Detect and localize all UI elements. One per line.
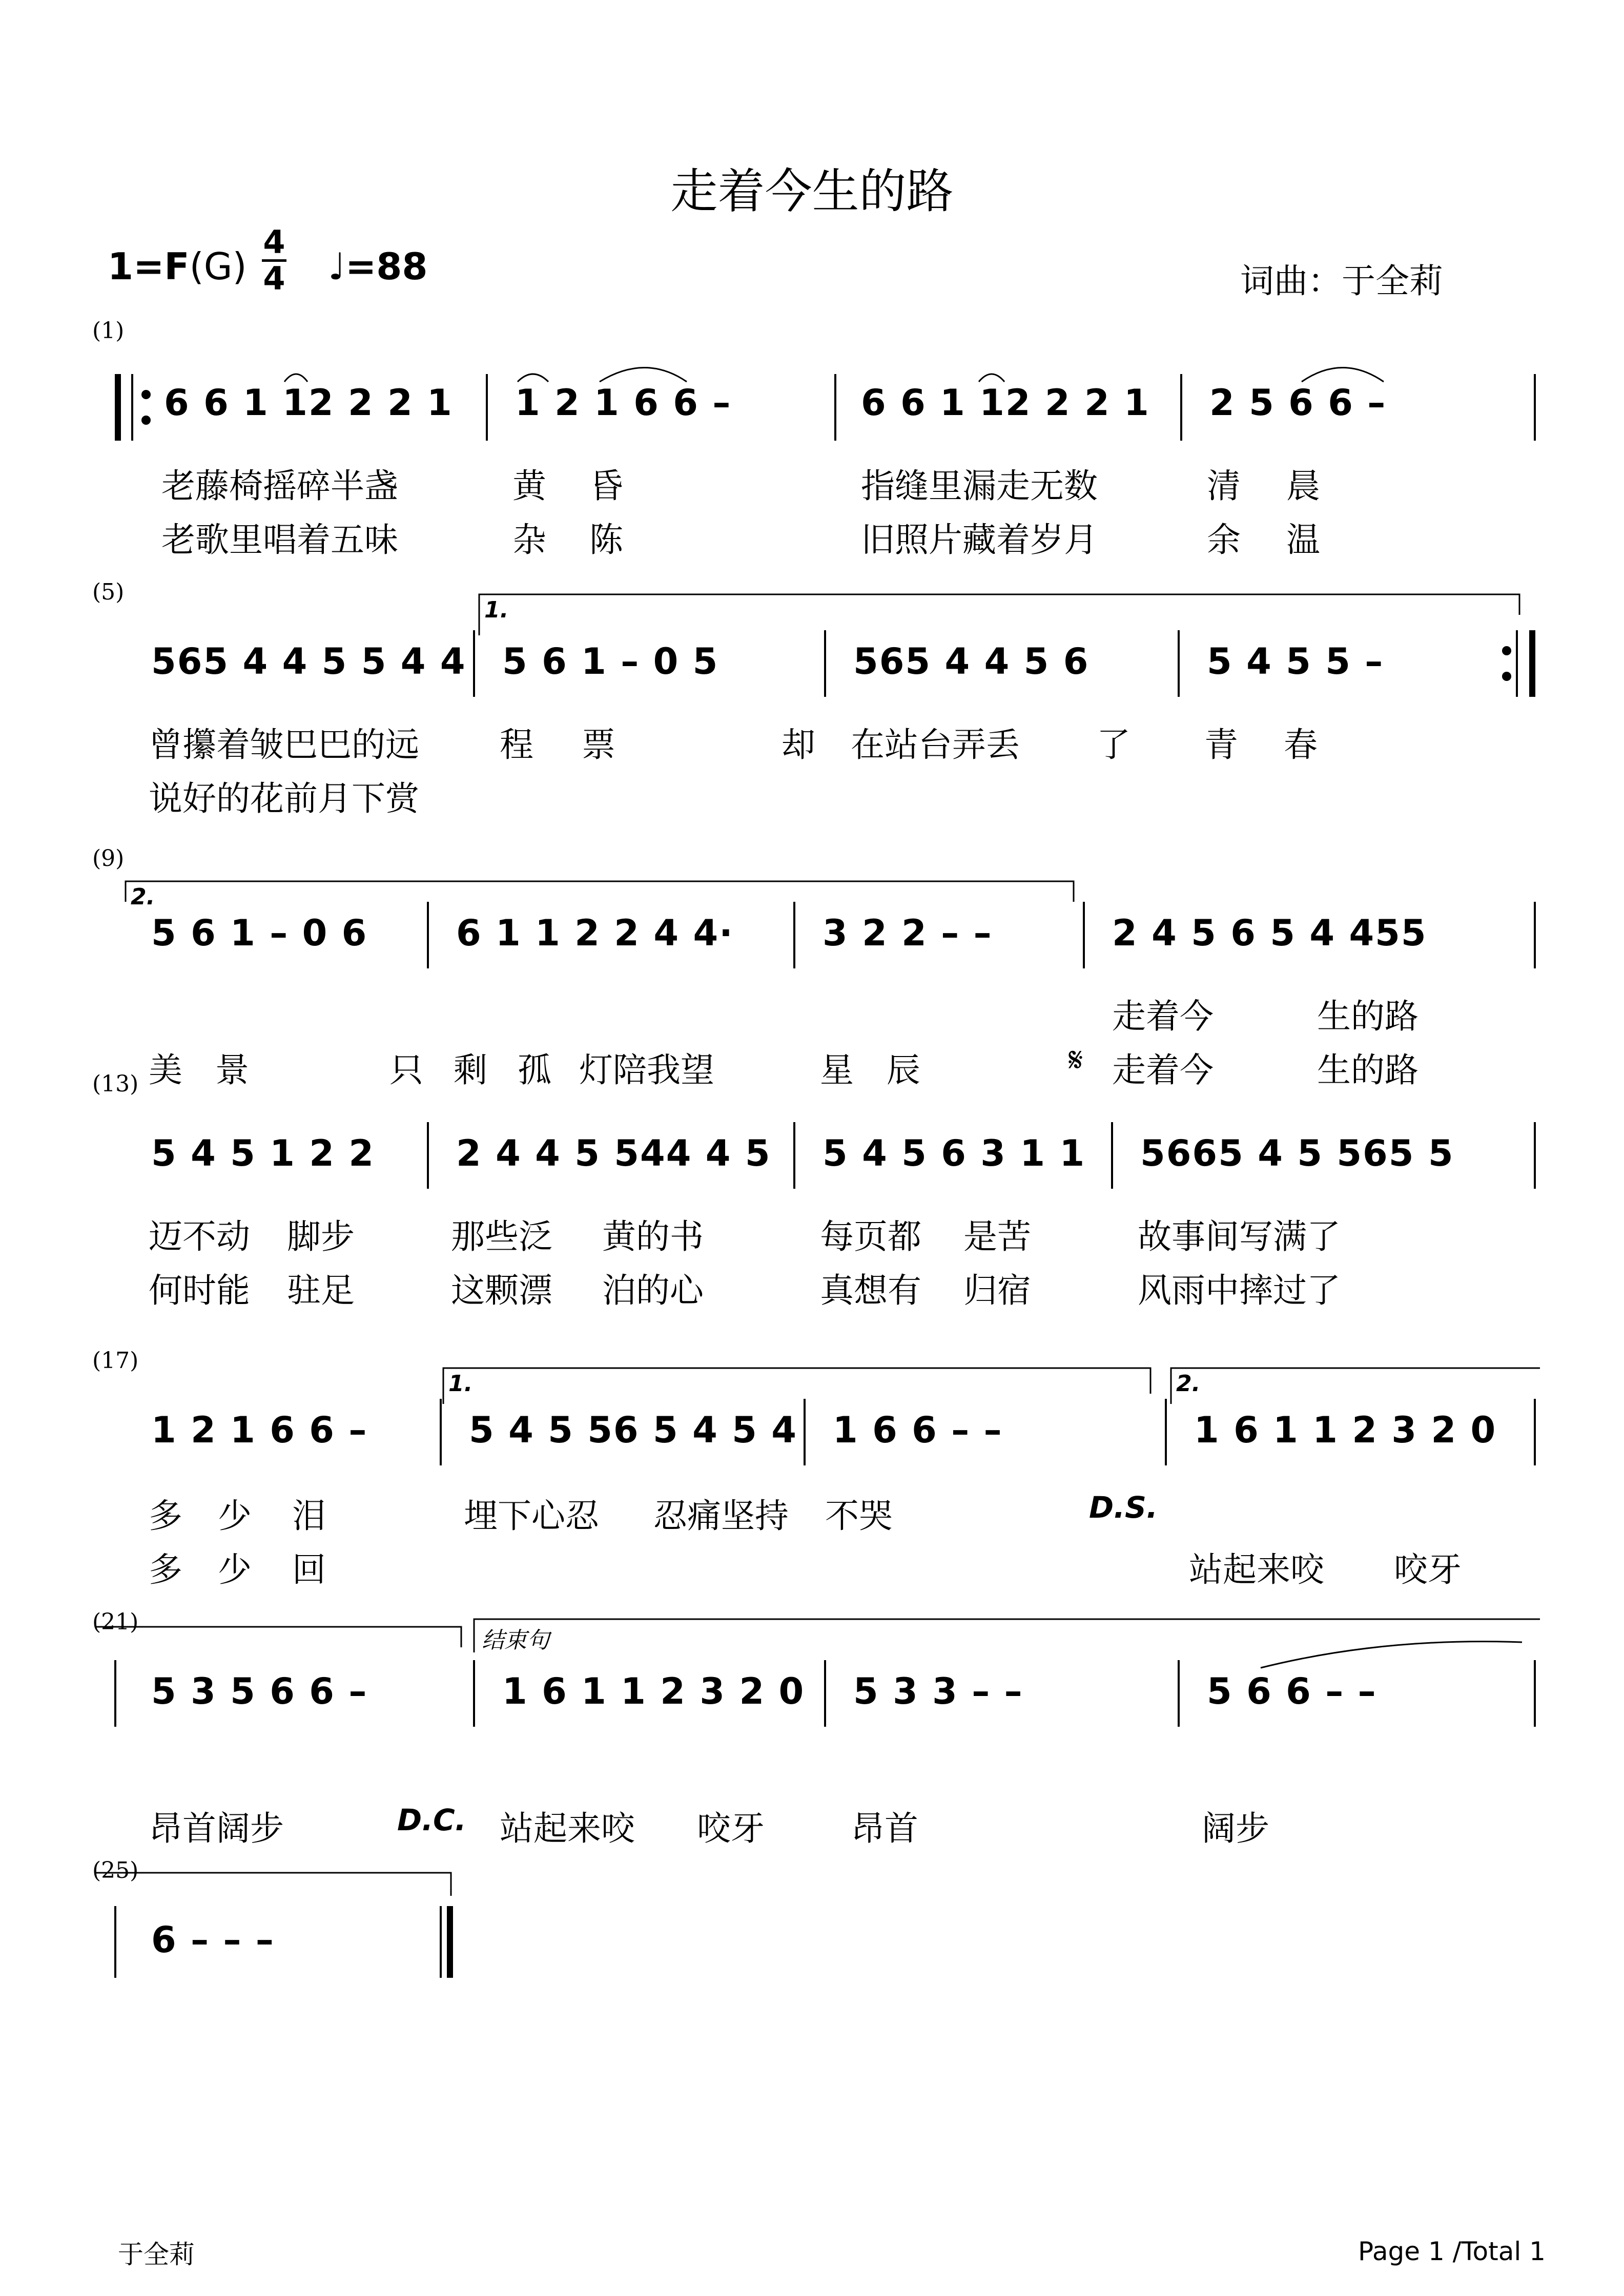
lyric: 灯陪我望 (579, 1050, 714, 1090)
notes-measure: 5 6 6 – – (1207, 1670, 1377, 1712)
volta-label: 1. (448, 1371, 473, 1397)
lyric: 迈不动 (149, 1217, 250, 1256)
key-alternate: (G) (189, 245, 247, 288)
quarter-note-icon: ♩ (328, 245, 345, 288)
notes-measure: 1 6 1 1 2 3 2 0 (502, 1670, 805, 1712)
repeat-dot (1502, 672, 1511, 681)
lyric: 少 (218, 1550, 252, 1589)
composer-credit: 词曲：于全莉 (1240, 261, 1443, 301)
notes-measure: 6 6 1 12 2 2 1 (861, 382, 1150, 424)
lyric: 站起来咬 (500, 1809, 635, 1848)
lyric: 昏 (589, 466, 623, 506)
lyric: 阔步 (1202, 1809, 1269, 1848)
notes-measure: 2 5 6 6 – (1209, 382, 1387, 424)
dc-marking: D.C. (397, 1803, 466, 1837)
volta-label: 1. (484, 597, 509, 623)
page-indicator: Page 1 /Total 1 (1358, 2237, 1546, 2266)
notes-measure: 6 1 1 2 2 4 4· (456, 912, 734, 954)
lyric: 票 (582, 725, 615, 764)
volta-bracket-1b (443, 1368, 1150, 1404)
slur (979, 374, 1004, 382)
lyric: 多 (149, 1496, 182, 1536)
notes-measure: 3 2 2 – – (823, 912, 993, 954)
notes-measure: 5 6 1 – 0 6 (151, 912, 368, 954)
lyric: 旧照片藏着岁月 (861, 520, 1098, 560)
repeat-dot (141, 390, 151, 399)
lyric: 咬牙 (1394, 1550, 1462, 1589)
measure-number: (17) (92, 1348, 139, 1374)
notes-measure: 1 6 1 1 2 3 2 0 (1194, 1409, 1497, 1451)
lyric: 昂首 (851, 1809, 918, 1848)
lyric: 何时能 (149, 1271, 250, 1310)
lyric: 老藤椅摇碎半盏 (161, 466, 398, 506)
lyric: 晨 (1286, 466, 1320, 506)
notes-measure: 1 6 6 – – (833, 1409, 1003, 1451)
volta-label: 2. (1176, 1371, 1201, 1397)
measure-number: (25) (92, 1857, 139, 1884)
notes-measure: 6 6 1 12 2 2 1 (164, 382, 453, 424)
slur (1302, 368, 1384, 382)
tempo-value: =88 (345, 245, 428, 288)
lyric: 泊的心 (602, 1271, 704, 1310)
volta-bracket-2 (126, 881, 1074, 902)
notes-measure: 5 3 5 6 6 – (151, 1670, 368, 1712)
time-signature-bottom: 4 (263, 260, 285, 297)
lyric: 杂 (512, 520, 546, 560)
lyric: 黄的书 (602, 1217, 704, 1256)
notes-measure: 565 4 4 5 6 (853, 640, 1089, 682)
lyric: 泪 (292, 1496, 326, 1536)
lyric: 昂首阔步 (149, 1809, 284, 1848)
notes-measure: 6 – – – (151, 1919, 275, 1961)
slur (1261, 1642, 1522, 1668)
lyric: 故事间写满了 (1138, 1217, 1341, 1256)
lyric: 真想有 (820, 1271, 921, 1310)
lyric: 星 (820, 1050, 854, 1090)
lyric: 走着今 (1112, 997, 1214, 1036)
lyric: 剩 (454, 1050, 487, 1090)
notes-measure: 5665 4 5 565 5 (1140, 1132, 1454, 1174)
volta-label: 2. (131, 884, 155, 910)
volta-bracket-1 (479, 594, 1519, 635)
volta-bracket-row6 (95, 1627, 461, 1647)
notes-measure: 2 4 4 5 544 4 5 (456, 1132, 771, 1174)
notes-measure: 5 3 3 – – (853, 1670, 1023, 1712)
ending-label: 结束句 (482, 1627, 549, 1653)
notes-measure: 5 6 1 – 0 5 (502, 640, 719, 682)
lyric: 这颗漂 (451, 1271, 552, 1310)
footer-author: 于全莉 (118, 2240, 195, 2269)
lyric: 美 (149, 1050, 182, 1090)
lyric: 孤 (518, 1050, 551, 1090)
lyric: 脚步 (287, 1217, 355, 1256)
lyric: 生的路 (1317, 1050, 1419, 1090)
lyric: 回 (292, 1550, 326, 1589)
lyric: 生的路 (1317, 997, 1419, 1036)
measure-number: (13) (92, 1071, 139, 1097)
volta-bracket-row7 (95, 1873, 451, 1896)
lyric: 黄 (512, 466, 546, 506)
lyric: 老歌里唱着五味 (161, 520, 398, 560)
segno-icon: 𝄋 (1068, 1040, 1083, 1080)
lyric: 每页都 (820, 1217, 921, 1256)
lyric: 站起来咬 (1189, 1550, 1324, 1589)
lyric: 只 (389, 1050, 423, 1090)
lyric: 指缝里漏走无数 (861, 466, 1098, 506)
notes-measure: 5 4 5 5 – (1207, 640, 1384, 682)
lyric: 青 (1204, 725, 1238, 764)
lyric: 景 (215, 1050, 249, 1090)
lyric: 春 (1284, 725, 1318, 764)
lyric: 余 (1207, 520, 1241, 560)
lyric: 却 (782, 725, 815, 764)
lyric: 走着今 (1112, 1050, 1214, 1090)
notes-measure: 5 4 5 56 5 4 5 4 (469, 1409, 797, 1451)
measure-number: (21) (92, 1609, 139, 1635)
lyric: 忍痛坚持 (653, 1496, 789, 1536)
slur (518, 374, 548, 382)
lyric: 多 (149, 1550, 182, 1589)
lyric: 在站台弄丢 (851, 725, 1020, 764)
lyric: 辰 (887, 1050, 920, 1090)
repeat-dot (1502, 646, 1511, 655)
notes-measure: 5 4 5 1 2 2 (151, 1132, 375, 1174)
notes-measure: 1 2 1 6 6 – (515, 382, 732, 424)
lyric: 归宿 (963, 1271, 1031, 1310)
song-title: 走着今生的路 (670, 164, 954, 219)
slur (284, 374, 307, 382)
lyric: 那些泛 (451, 1217, 552, 1256)
lyric: 程 (500, 725, 533, 764)
notes-measure: 565 4 4 5 5 4 4 (151, 640, 466, 682)
lyric: 驻足 (287, 1271, 355, 1310)
lyric: 风雨中摔过了 (1138, 1271, 1341, 1310)
slur (600, 368, 687, 382)
lyric: 不哭 (825, 1496, 893, 1536)
lyric: 咬牙 (697, 1809, 765, 1848)
notes-measure: 2 4 5 6 5 4 455 (1112, 912, 1427, 954)
notes-measure: 1 2 1 6 6 – (151, 1409, 368, 1451)
lyric: 少 (218, 1496, 252, 1536)
lyric: 温 (1286, 520, 1320, 560)
time-signature-top: 4 (263, 223, 285, 261)
key-prefix: 1=F (108, 245, 190, 288)
measure-number: (9) (92, 845, 125, 872)
lyric: 埋下心忍 (464, 1496, 599, 1536)
lyric: 了 (1097, 725, 1130, 764)
lyric: 说好的花前月下赏 (149, 779, 419, 818)
lyric: 是苦 (963, 1217, 1031, 1256)
repeat-dot (141, 416, 151, 425)
measure-number: (1) (92, 318, 125, 344)
volta-bracket-2b (1171, 1368, 1540, 1404)
measure-number: (5) (92, 579, 125, 605)
notes-measure: 5 4 5 6 3 1 1 (823, 1132, 1086, 1174)
ds-marking: D.S. (1089, 1490, 1158, 1525)
lyric: 陈 (589, 520, 623, 560)
lyric: 清 (1207, 466, 1241, 506)
lyric: 曾攥着皱巴巴的远 (149, 725, 419, 764)
